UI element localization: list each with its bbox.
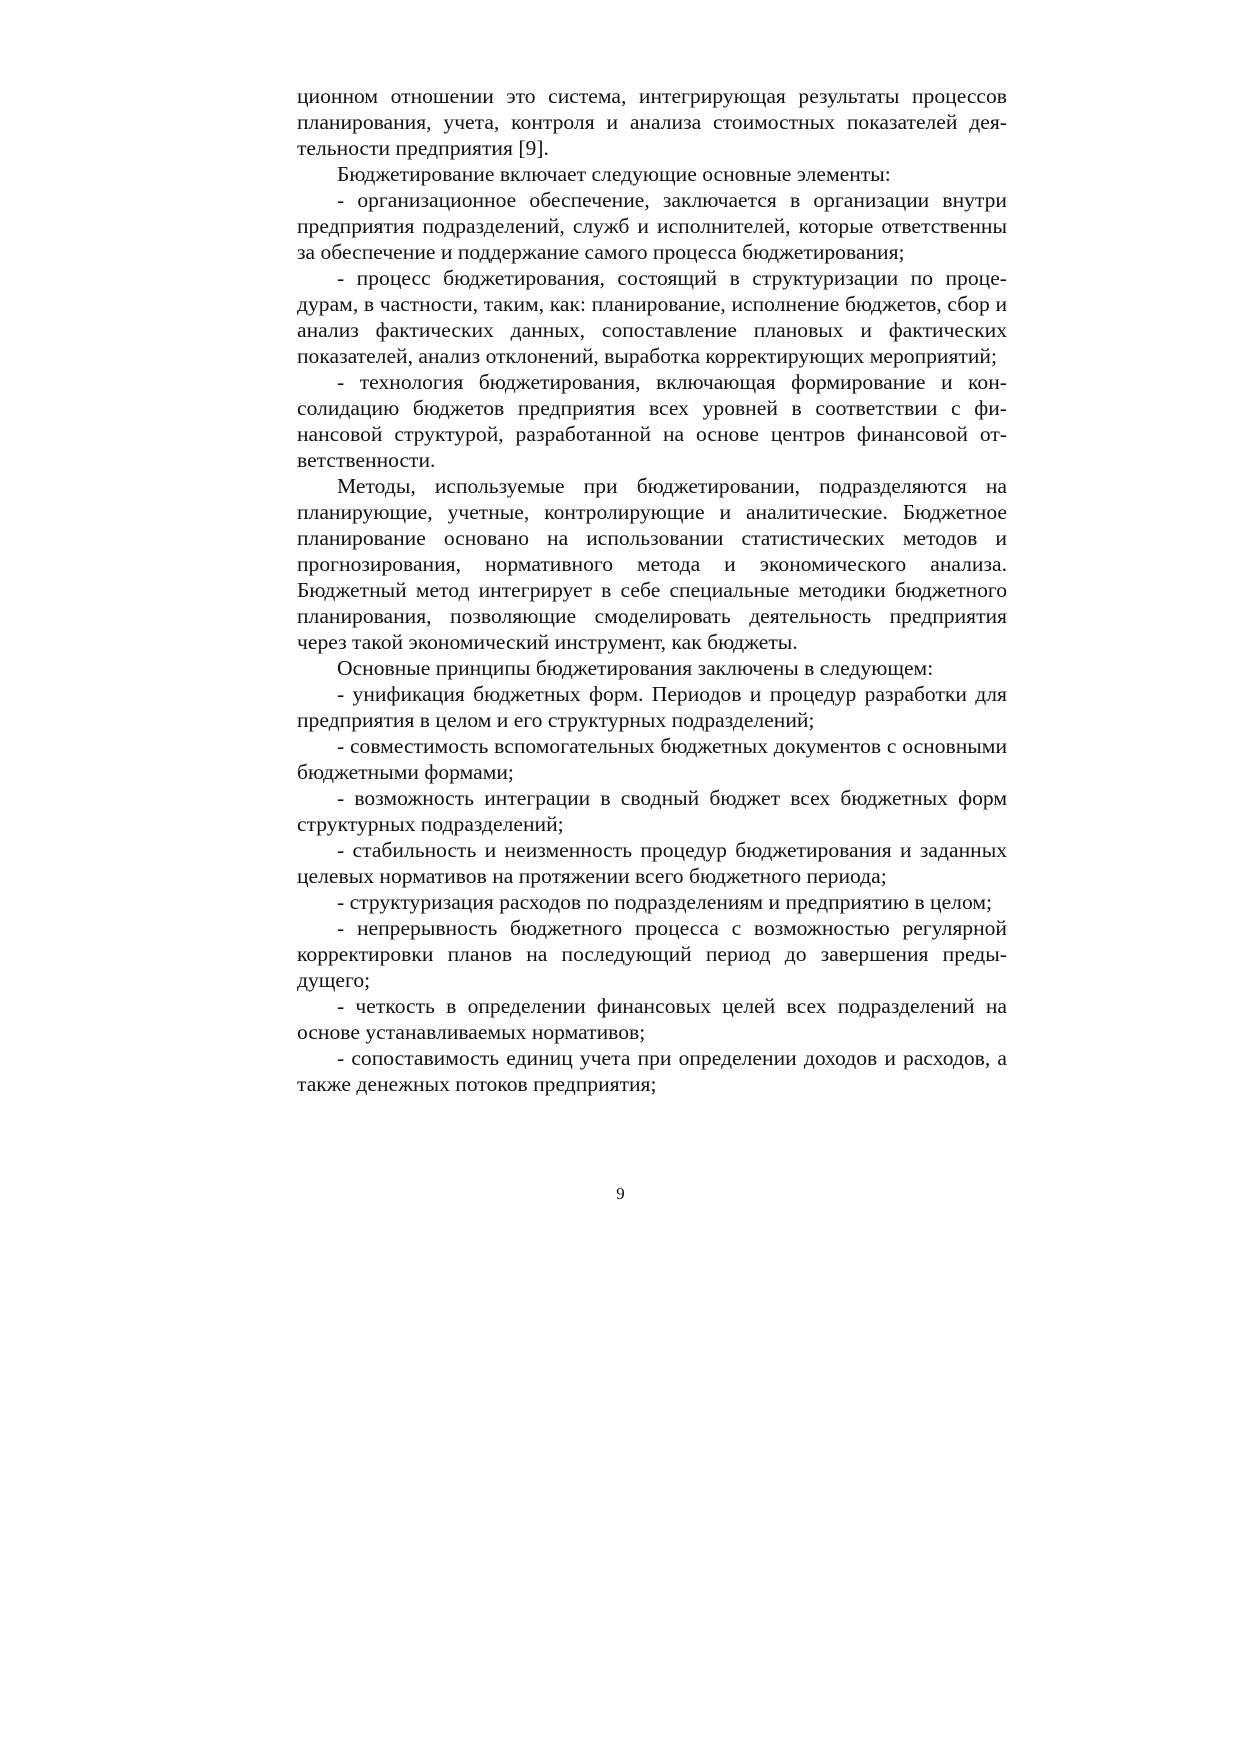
list-item: - стабильность и неизменность процедур бюджетирования и заданных целевых нормативов на протяжении всего бюджетного периода;: [297, 838, 1007, 888]
list-item: - структуризация расходов по подразделениям и предприятию в целом;: [337, 890, 993, 914]
list-item: - технология бюджетирования, включающая формирование и консолидацию бюджетов предприятия всех уровней в соответствии с финансовой структурой, разработанной на основе центров финансовой ответственности.: [297, 370, 1007, 472]
paragraph: Методы, используемые при бюджетировании, подразделяются на планирующие, учетные, контролирующие и аналитические. Бюджетное планирование основано на использовании статистических методов и прогнозирования, нормативного метода и экономического анализа. Бюджетный метод интегрирует в себе специальные методики бюджетного планирования, позволяющие смоделировать деятельность предприятия через такой экономический инструмент, как бюджеты.: [297, 474, 1007, 654]
list-item: - процесс бюджетирования, состоящий в структуризации по процедурам, в частности, таким, как: планирование, исполнение бюджетов, сбор и анализ фактических данных, сопоставление плановых и фактических показателей, анализ отклонений, выработка корректирующих мероприятий;: [297, 266, 1007, 368]
paragraph: Основные принципы бюджетирования заключены в следующем:: [337, 656, 934, 680]
list-item: - сопоставимость единиц учета при определении доходов и расходов, а также денежных потоков предприятия;: [297, 1046, 1007, 1096]
list-item: - унификация бюджетных форм. Периодов и процедур разработки для предприятия в целом и его структурных подразделений;: [297, 682, 1007, 732]
paragraph: Бюджетирование включает следующие основные элементы:: [337, 162, 891, 186]
paragraph: ционном отношении это система, интегрирующая результаты процессов планирования, учета, контроля и анализа стоимостных показателей деятельности предприятия [9].: [297, 84, 1007, 160]
list-item: - возможность интеграции в сводный бюджет всех бюджетных форм структурных подразделений;: [297, 786, 1007, 836]
list-item: - организационное обеспечение, заключается в организации внутри предприятия подразделений, служб и исполнителей, которые ответственны за обеспечение и поддержание самого процесса бюджетирования;: [297, 188, 1007, 264]
list-item: - непрерывность бюджетного процесса с возможностью регулярной корректировки планов на последующий период до завершения предыдущего;: [297, 916, 1007, 992]
page-number: 9: [616, 1184, 625, 1203]
list-item: - четкость в определении финансовых целей всех подразделений на основе устанавливаемых нормативов;: [297, 994, 1007, 1044]
body-text: [297, 83, 1007, 1097]
list-item: - совместимость вспомогательных бюджетных документов с основными бюджетными формами;: [297, 734, 1007, 784]
